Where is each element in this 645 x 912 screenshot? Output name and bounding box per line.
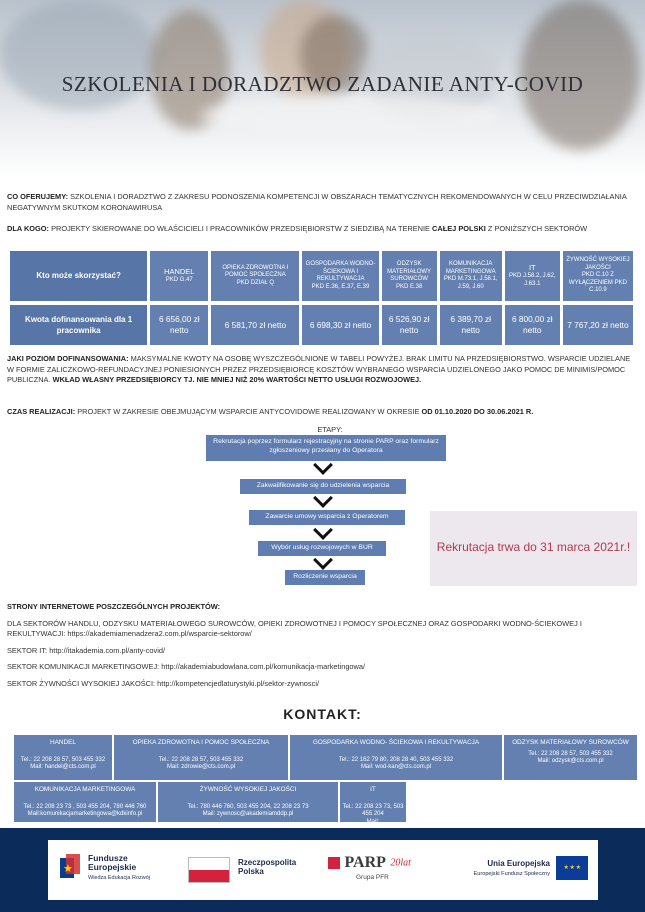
contact-box: IT Tel.: 22 208 23 73, 503 455 204 Mail: <box>340 782 406 822</box>
stage-step: Rekrutacja poprzez formularz rejestracyjny na stronie PARP oraz formularz zgłoszeniowy przesłany do Operatora <box>206 435 446 461</box>
sector-header: ŻYWNOŚĆ WYSOKIEJ JAKOŚCI PKD C.10 Z WYŁĄCZENIEM PKD C.10.9 <box>563 251 633 301</box>
contact-heading: KONTAKT: <box>283 706 362 722</box>
contact-box: ŻYWNOŚĆ WYSOKIEJ JAKOŚCI Tel.: 780 446 760, 503 455 204, 22 208 23 73 Mail: zywnosc@akademiamddp.pl <box>158 782 338 822</box>
time-bold: OD 01.10.2020 DO 30.06.2021 R. <box>421 407 534 416</box>
audience-bold: CAŁEJ POLSKI <box>432 224 486 233</box>
amount-cell: 7 767,20 zł netto <box>563 305 633 345</box>
website-link[interactable]: https://akademiamenadzera2.com.pl/wsparcie-sektorow/ <box>67 629 252 638</box>
websites-line: SEKTOR ŻYWNOŚCI WYSOKIEJ JAKOŚCI: <box>7 678 156 688</box>
offer-label: CO OFERUJEMY: <box>7 192 69 201</box>
website-link[interactable]: http://kompetencjedlaturystyki.pl/sektor-zywnosci/ <box>157 678 320 688</box>
sector-header: HANDEL PKD G.47 <box>150 251 208 301</box>
row-label-who: Kto może skorzystać? <box>10 251 147 301</box>
sector-header: KOMUNIKACJA MARKETINGOWA PKD M.73.1, J.58.1, J.59, J.60 <box>440 251 502 301</box>
polish-flag-icon <box>188 857 230 883</box>
funding-label: JAKI POZIOM DOFINANSOWANIA: <box>7 354 129 363</box>
stage-step: Rozliczenie wsparcia <box>285 570 365 585</box>
time-label: CZAS REALIZACJI: <box>7 407 76 416</box>
funding-table <box>7 251 636 345</box>
audience-text: PROJEKTY SKIEROWANE DO WŁAŚCICIELI I PRACOWNIKÓW PRZEDSIĘBIORSTW Z SIEDZIBĄ NA TERENIE <box>51 224 430 233</box>
eu-flag-icon: ★ ★ ★ <box>556 856 588 880</box>
parp-logo: PARP 20lat Grupa PFR <box>328 854 411 881</box>
sector-header: OPIEKA ZDROWOTNA I POMOC SPOŁECZNA PKD DZIAŁ Q <box>211 251 299 301</box>
amount-cell: 6 389,70 zł netto <box>440 305 502 345</box>
amount-cell: 6 526,90 zł netto <box>382 305 437 345</box>
contact-box: HANDEL Tel.: 22 208 28 57, 503 455 332 Mail: handel@cts.com.pl <box>14 735 112 780</box>
funding-bold: WKŁAD WŁASNY PRZEDSIĘBIORCY TJ. NIE MNIEJ NIŻ 20% WARTOŚCI NETTO USŁUGI ROZWOJOWEJ. <box>52 375 422 384</box>
row-label-amount: Kwota dofinansowania dla 1 pracownika <box>10 305 147 345</box>
stage-step: Wybór usług rozwojowych w BUR <box>258 541 386 556</box>
websites-section <box>7 602 632 695</box>
time-text: PROJEKT W ZAKRESIE OBEJMUJĄCYM WSPARCIE ANTYCOVIDOWE REALIZOWANY W OKRESIE <box>77 407 420 416</box>
stages-label: ETAPY: <box>317 425 343 434</box>
fe-subtext: Wiedza Edukacja Rozwój <box>88 875 151 881</box>
sector-header: ODZYSK MATERIAŁOWY SUROWCÓW PKD E.38 <box>382 251 437 301</box>
amount-cell: 6 698,30 zł netto <box>302 305 378 345</box>
fe-text: Fundusze Europejskie <box>88 853 137 872</box>
audience-text-end: Z PONIŻSZYCH SEKTORÓW <box>487 224 588 233</box>
funding-section <box>7 354 635 386</box>
fundusze-europejskie-logo: ★ <box>60 854 82 882</box>
time-section <box>7 407 635 418</box>
websites-line: SEKTOR KOMUNIKACJI MARKETINGOWEJ: <box>7 662 160 671</box>
rp-text: Rzeczpospolita Polska <box>238 858 297 876</box>
page-title: SZKOLENIA I DORADZTWO ZADANIE ANTY-COVID <box>61 72 584 96</box>
contact-box: KOMUNIKACJA MARKETINGOWA Tel.: 22 208 23 73 , 503 455 204, 780 446 760 Mail:komunikacjamarketingowa@kdkinfo.pl <box>14 782 156 822</box>
website-link[interactable]: http://itakademia.com.pl/anty-covid/ <box>49 645 166 655</box>
website-link[interactable]: http://akademiabudowlana.com.pl/komunikacja-marketingowa/ <box>161 662 366 671</box>
ue-text: Unia Europejska <box>487 859 550 868</box>
sector-header: IT PKD J.58.2, J.62, J.63.1 <box>505 251 560 301</box>
contact-box: GOSPODARKA WODNO- ŚCIEKOWA I REKULTYWACJA Tel.: 22 162 79 80, 208 28 40, 503 455 332 Mail: wod-kan@cts.com.pl <box>290 735 502 780</box>
footer <box>0 828 645 912</box>
recruitment-note: Rekrutacja trwa do 31 marca 2021r.! <box>430 511 637 586</box>
funding-text: MAKSYMALNE KWOTY NA OSOBĘ WYSZCZEGÓLNIONE W TABELI POWYŻEJ. BRAK LIMITU NA PRZEDSIĘBIORSTWO. WSPARCIE UDZIELANE W FORMIE ZALICZKOWO-REFUNDACYJNEJ PONIESIONYCH PRZEZ PRZEDSIĘBIORCĘ KOSZTÓW WYBRANEGO WSPARCIA UDZIELONEGO JAKO POMOC DE MINIMIS/POMOC PUBLICZNA. <box>7 354 631 384</box>
amount-cell: 6 800,00 zł netto <box>505 305 560 345</box>
contact-box: ODZYSK MATERIAŁOWY SUROWCÓW Tel.: 22 208 28 57, 503 455 332 Mail: odzysk@cts.com.pl <box>504 735 637 780</box>
stage-step: Zawarcie umowy wsparcia z Operatorem <box>249 510 405 525</box>
websites-label: STRONY INTERNETOWE POSZCZEGÓLNYCH PROJEKTÓW: <box>7 602 221 611</box>
stage-step: Zakwalifikowanie się do udzielenia wsparcia <box>240 479 406 494</box>
audience-section <box>7 224 632 235</box>
amount-cell: 6 581,70 zł netto <box>211 305 299 345</box>
audience-label: DLA KOGO: <box>7 224 50 233</box>
logo-strip <box>48 840 598 900</box>
ue-subtext: Europejski Fundusz Społeczny <box>473 871 550 877</box>
amount-cell: 6 656,00 zł netto <box>150 305 208 345</box>
sector-header: GOSPODARKA WODNO- ŚCIEKOWA I REKULTYWACJA PKD E.36, E.37, E.39 <box>302 251 378 301</box>
contact-box: OPIEKA ZDROWOTNA I POMOC SPOŁECZNA Tel.: 22 208 28 57, 503 455 332 Mail: zdrowie@cts.com.pl <box>114 735 288 780</box>
websites-line: DLA SEKTORÓW HANDLU, ODZYSKU MATERIAŁOWEGO SUROWCÓW, OPIEKI ZDROWOTNEJ I POMOCY SPOŁECZNEJ ORAZ GOSPODARKI WODNO-ŚCIEKOWEJ I REKULTYWACJI: <box>7 618 582 638</box>
offer-text: SZKOLENIA I DORADZTWO Z ZAKRESU PODNOSZENIA KOMPETENCJI W OBSZARACH TEMATYCZNYCH REKOMENDOWANYCH W CELU PRZECIWDZIAŁANIA NEGATYWNYM SKUTKOM KORONAWIRUSA <box>7 192 627 212</box>
offer-section <box>7 192 632 213</box>
websites-line: SEKTOR IT: <box>7 645 48 655</box>
